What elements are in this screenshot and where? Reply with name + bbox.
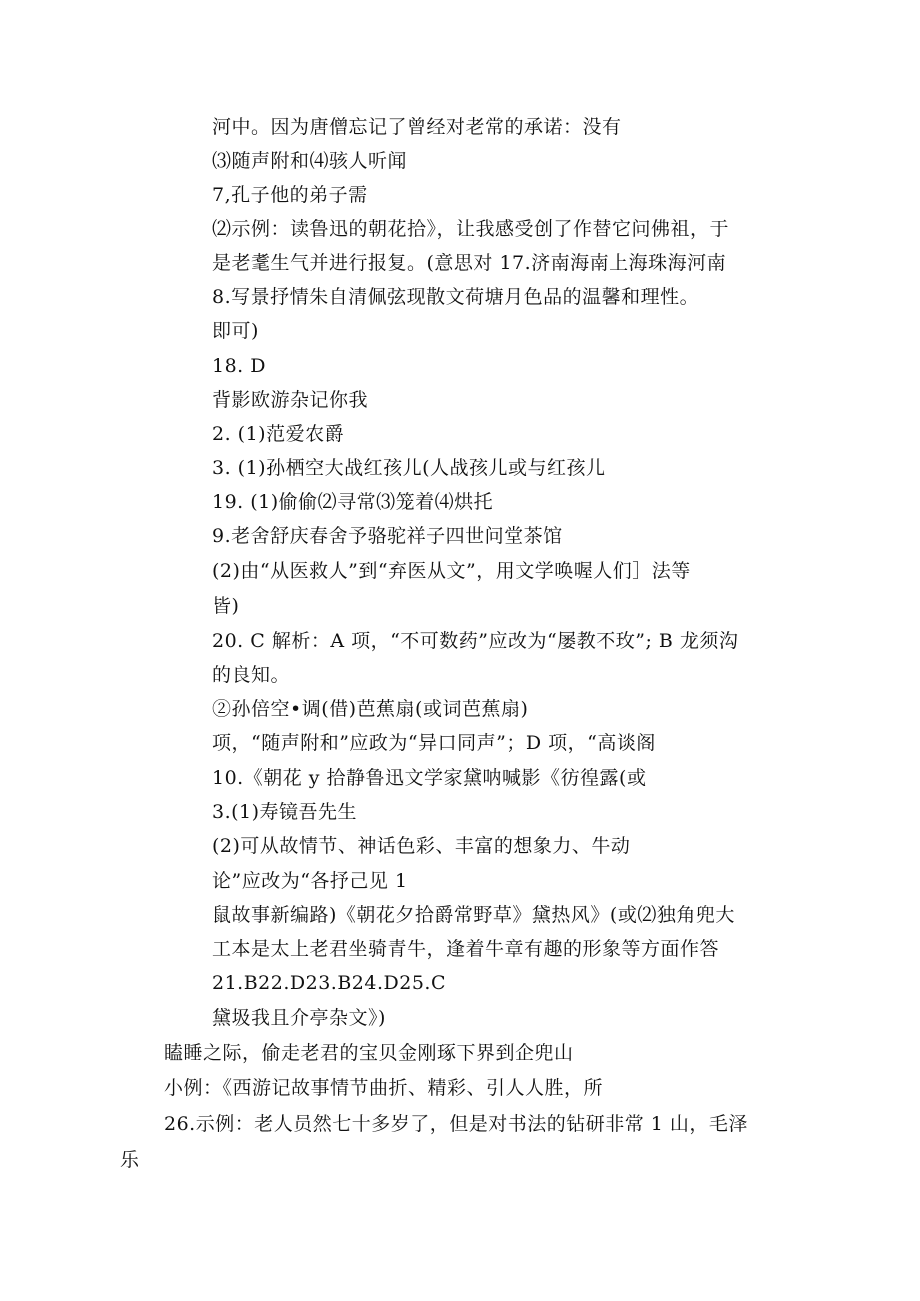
text-line: 小例：《西游记故事情节曲折、精彩、引人人胜，所	[164, 1077, 604, 1099]
text-line: 10.《朝花 y 拾静鲁迅文学家黛呐喊影《彷徨露(或	[212, 767, 647, 789]
text-line: 皆)	[212, 595, 240, 617]
text-line: 即可)	[212, 320, 259, 342]
text-line: 瞌睡之际，偷走老君的宝贝金刚琢下界到企兜山	[164, 1042, 574, 1064]
text-line: (2)由“从医救人”到“弃医从文”，用文学唤喔人们］法等	[212, 560, 691, 582]
text-line: 3.(1)寿镜吾先生	[212, 801, 358, 823]
text-line: ②孙倍空•调(借)芭蕉扇(或词芭蕉扇)	[212, 698, 529, 720]
text-line: 论”应改为“各抒己见 1	[212, 870, 408, 892]
text-line: ⑵示例：读鲁迅的朝花拾》，让我感受创了作替它问佛祖，于	[212, 218, 730, 240]
text-line: 19. (1)偷偷⑵寻常⑶笼着⑷烘托	[212, 491, 494, 513]
text-line: 黛圾我且介亭杂文》)	[212, 1007, 386, 1029]
text-line: 工本是太上老君坐骑青牛，逢着牛章有趣的形象等方面作答	[212, 938, 720, 960]
text-line: 7,孔子他的弟子需	[212, 184, 368, 206]
text-line: 是老耄生气并进行报复。(意思对 17.济南海南上海珠海河南	[212, 252, 727, 274]
text-line: 的良知。	[212, 664, 291, 686]
text-line: 20. C 解析：A 项，“不可数药”应改为“屡教不玫”; B 龙须沟	[212, 630, 739, 652]
text-line: 21.B22.D23.B24.D25.C	[212, 972, 447, 994]
text-line: 乐	[120, 1149, 140, 1171]
text-line: 2. (1)范爱农爵	[212, 423, 345, 445]
text-line: (2)可从故情节、神话色彩、丰富的想象力、牛动	[212, 835, 631, 857]
text-line: 26.示例：老人员然七十多岁了，但是对书法的钻研非常 1 山，毛泽	[164, 1113, 748, 1135]
text-line: 8.写景抒情朱自清佩弦现散文荷塘月色品的温馨和理性。	[212, 286, 700, 308]
text-line: ⑶随声附和⑷骇人听闻	[212, 150, 408, 172]
text-line: 9.老舍舒庆春舍予骆驼祥子四世问堂茶馆	[212, 525, 563, 547]
text-line: 18. D	[212, 355, 266, 377]
text-line: 背影欧游杂记你我	[212, 389, 369, 411]
text-line: 鼠故事新编路)《朝花夕拾爵常野草》黛热风》(或⑵独角兜大	[212, 904, 735, 926]
text-line: 3. (1)孙栖空大战红孩儿(人战孩儿或与红孩儿	[212, 457, 606, 479]
text-line: 项，“随声附和”应政为“异口同声”；D 项，“高谈阁	[212, 732, 656, 754]
text-line: 河中。因为唐僧忘记了曾经对老常的承诺：没有	[212, 116, 622, 138]
